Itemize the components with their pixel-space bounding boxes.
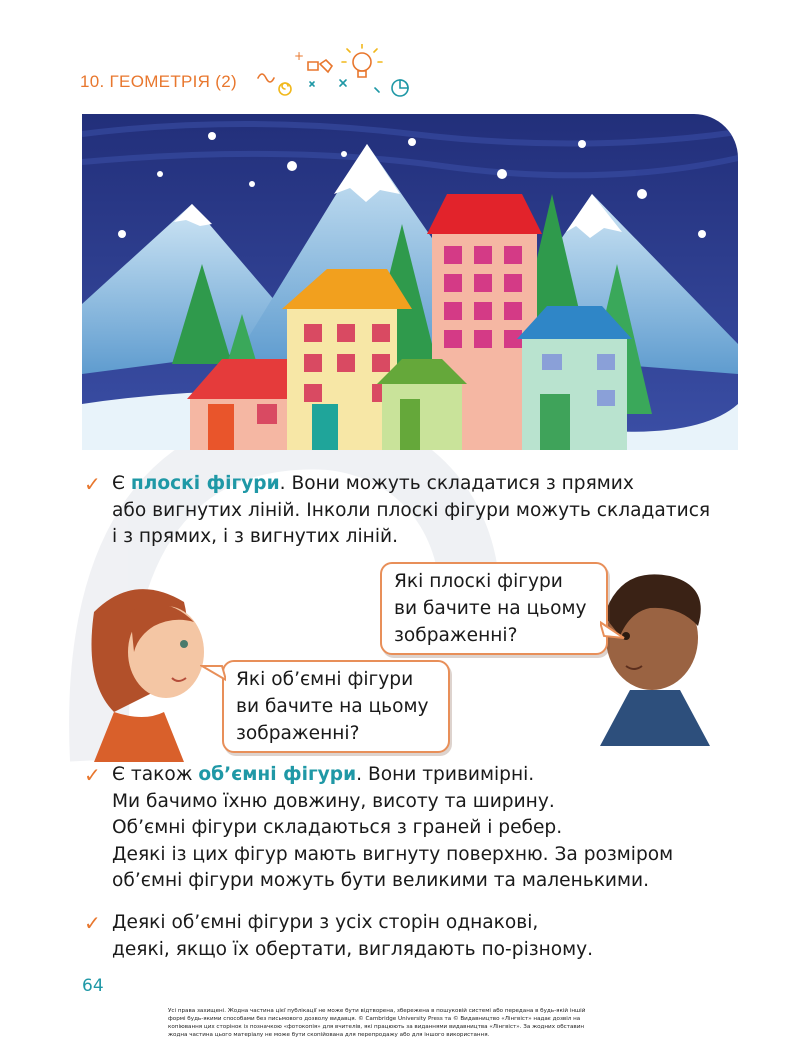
paragraph-solid-views: [84, 910, 594, 963]
text-line: Об’ємні фігури складаються з граней і ребер.: [112, 817, 563, 838]
footer-line: копіювання цих сторінок із позначкою «фотокопія» для вчителів, які працюють за виданнями видавництва «Лінгвіст». За жодних обставин: [168, 1024, 585, 1030]
text-line: і з прямих, і з вигнутих ліній.: [112, 526, 398, 547]
checkmark-icon: ✓: [84, 911, 101, 935]
text: . Вони тривимірні.: [356, 764, 535, 785]
text: Є: [112, 473, 131, 494]
bubble-line: Які об’ємні фігури: [236, 669, 414, 690]
text-line: Ми бачимо їхню довжину, висоту та ширину.: [112, 790, 555, 812]
term-solid-shapes: об’ємні фігури: [198, 764, 357, 785]
speech-bubble-boy: [380, 562, 608, 655]
footer-line: формі будь-якими способами без письмового дозволу видавця. © Cambridge University Press та © Видавництво «Лінгвіст» надає дозвіл на: [168, 1016, 581, 1022]
text-line: або вигнутих ліній. Інколи плоскі фігури можуть складатися: [112, 499, 711, 521]
winter-town-illustration: [82, 114, 738, 450]
paragraph-solid-shapes: [84, 762, 674, 895]
checkmark-icon: ✓: [84, 472, 101, 496]
doodle-icons: [250, 44, 430, 104]
checkmark-icon: ✓: [84, 763, 101, 787]
text-line: деякі, якщо їх обертати, виглядають по-різному.: [112, 938, 594, 960]
footer-line: жодна частина цього матеріалу не може бути скопійована для перепродажу або для іншого використання.: [168, 1032, 490, 1038]
paragraph-flat-shapes: [84, 471, 711, 551]
bubble-line: ви бачите на цьому: [236, 696, 429, 717]
bubble-line: Які плоскі фігури: [394, 571, 563, 592]
bubble-line: зображенні?: [394, 625, 518, 646]
bubble-line: ви бачите на цьому: [394, 598, 587, 619]
boy-illustration: [590, 566, 720, 746]
girl-illustration: [74, 582, 214, 762]
page-number: 64: [82, 976, 104, 996]
text-line: Деякі об’ємні фігури з усіх сторін однакові,: [112, 912, 539, 933]
copyright-footer: [168, 1007, 630, 1039]
term-flat-shapes: плоскі фігури: [130, 473, 280, 494]
speech-bubble-girl: [222, 660, 450, 753]
chapter-title: 10. ГЕОМЕТРІЯ (2): [80, 72, 237, 91]
svg-text:+: +: [294, 49, 305, 63]
text-line: Деякі із цих фігур мають вигнуту поверхню. За розміром: [112, 843, 674, 865]
speech-bubble-tail: [200, 662, 226, 684]
text-line: об’ємні фігури можуть бути великими та маленькими.: [112, 870, 650, 891]
text: Є також: [112, 764, 199, 785]
text: . Вони можуть складатися з прямих: [279, 473, 634, 494]
speech-bubble-tail: [600, 620, 626, 642]
footer-line: Усі права захищені. Жодна частина цієї публікації не може бути відтворена, збережена в пошуковій системі або передана в будь-якій іншій: [168, 1008, 586, 1014]
bubble-line: зображенні?: [236, 723, 360, 744]
